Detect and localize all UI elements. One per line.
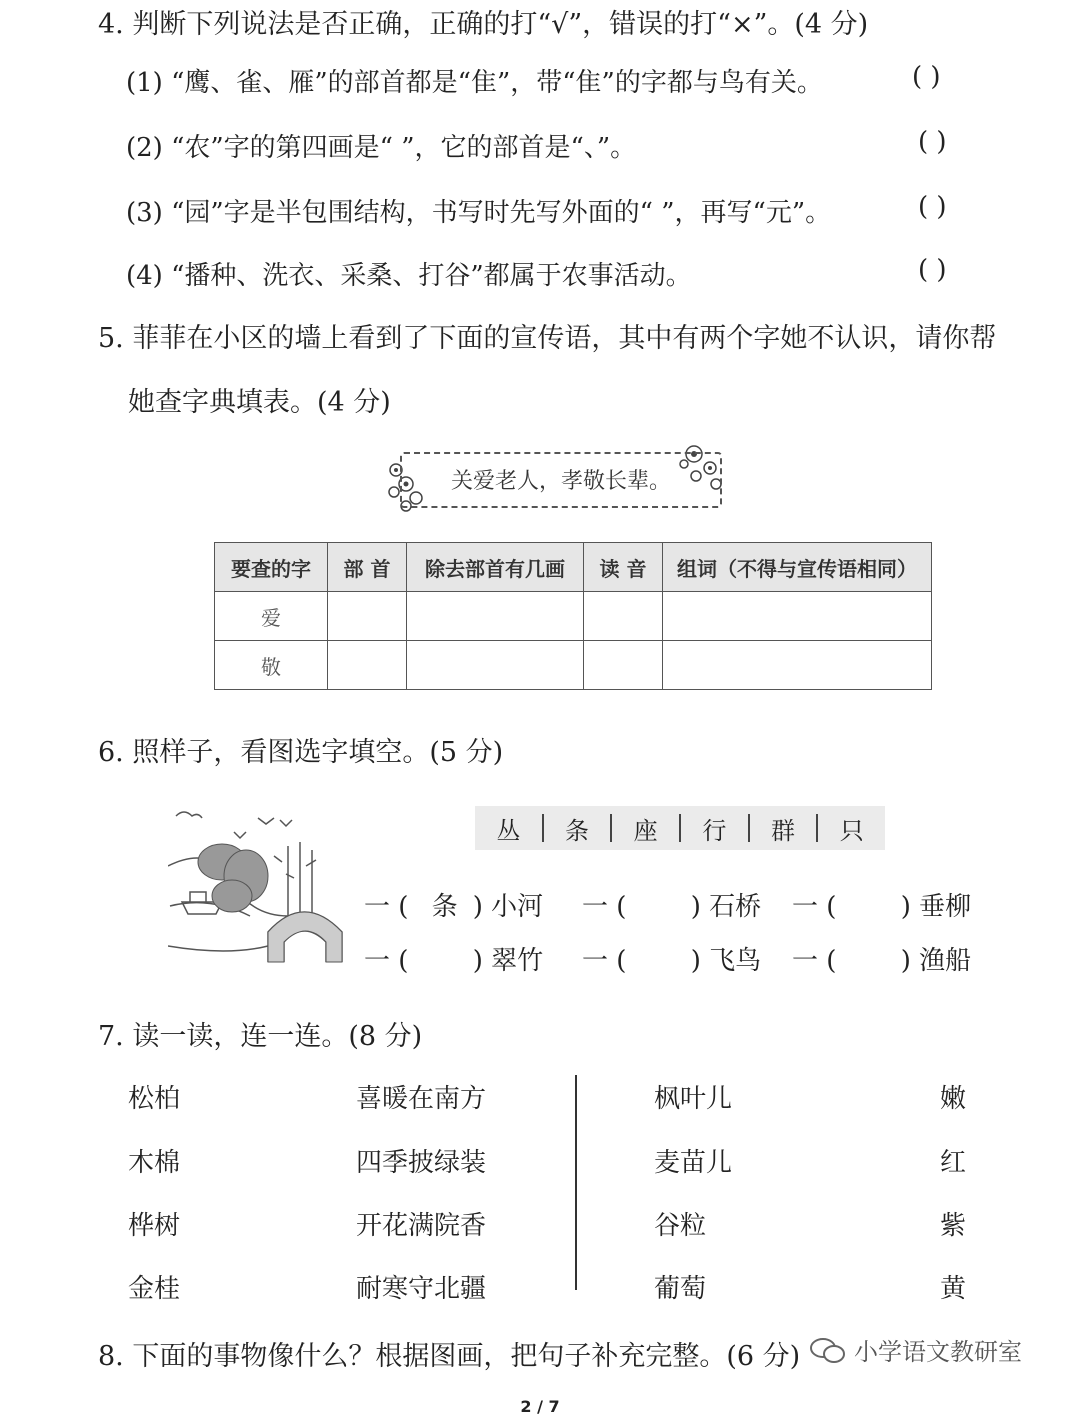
landscape-illustration: [168, 806, 352, 970]
q4-answer-4[interactable]: ( ): [918, 255, 947, 285]
q4-title: 4. 判断下列说法是否正确，正确的打“√”，错误的打“×”。(4 分): [98, 9, 869, 40]
slogan-banner: [400, 452, 722, 508]
measure-word-item: [364, 886, 543, 923]
header-char: 要查的字: [215, 543, 328, 592]
match-right-item[interactable]: 红: [940, 1148, 967, 1178]
measure-word-item: [582, 886, 761, 923]
q4-item-4: (4) “播种、洗衣、采桑、打谷”都属于农事活动。: [126, 261, 692, 291]
q4-item-3: (3) “园”字是半包围结构，书写时先写外面的“ ”，再写“元”。: [126, 198, 832, 228]
choice-char[interactable]: 只: [839, 816, 864, 845]
match-left-item[interactable]: 松柏: [128, 1084, 181, 1114]
char-cell: 爱: [215, 592, 328, 641]
choice-char[interactable]: 行: [702, 816, 727, 845]
column-divider: [575, 1075, 577, 1290]
character-choices: [475, 806, 885, 850]
table-row: [215, 641, 932, 690]
fill-blank[interactable]: 条: [431, 892, 458, 922]
header-strokes: 除去部首有几画: [407, 543, 584, 592]
dictionary-table: [214, 542, 932, 690]
watermark-text: 小学语文教研室: [854, 1338, 1022, 1366]
choice-char[interactable]: 群: [771, 816, 796, 845]
fill-suffix: ) 飞鸟: [690, 946, 762, 976]
q4-answer-1[interactable]: ( ): [912, 62, 941, 92]
wechat-icon: [808, 1335, 848, 1365]
word-cell[interactable]: [663, 641, 932, 690]
fill-prefix: 一 (: [364, 892, 409, 922]
strokes-cell[interactable]: [407, 641, 584, 690]
match-right-item[interactable]: 耐寒守北疆: [356, 1274, 487, 1304]
fill-suffix: ) 石桥: [690, 892, 762, 922]
radical-cell[interactable]: [328, 641, 407, 690]
q4-answer-2[interactable]: ( ): [918, 127, 947, 157]
match-left-item[interactable]: 麦苗儿: [654, 1148, 733, 1178]
page-number: 2 / 7: [520, 1397, 560, 1416]
match-right-item[interactable]: 嫩: [940, 1084, 967, 1114]
fill-prefix: 一 (: [792, 946, 837, 976]
fill-prefix: 一 (: [792, 892, 837, 922]
fill-prefix: 一 (: [364, 946, 409, 976]
fill-prefix: 一 (: [582, 946, 627, 976]
q4-answer-3[interactable]: ( ): [918, 192, 947, 222]
radical-cell[interactable]: [328, 592, 407, 641]
match-right-item[interactable]: 喜暖在南方: [356, 1084, 487, 1114]
match-left-item[interactable]: 金桂: [128, 1274, 181, 1304]
match-right-item[interactable]: 黄: [940, 1274, 967, 1304]
q5-title-line1: 5. 菲菲在小区的墙上看到了下面的宣传语，其中有两个字她不认识，请你帮: [98, 323, 997, 354]
q7-title: 7. 读一读，连一连。(8 分): [98, 1021, 423, 1052]
q4-item-1: (1) “鹰、雀、雁”的部首都是“隹”，带“隹”的字都与鸟有关。: [126, 68, 823, 98]
header-radical: 部 首: [328, 543, 407, 592]
fill-suffix: ) 渔船: [900, 946, 972, 976]
match-left-item[interactable]: 木棉: [128, 1148, 181, 1178]
fill-prefix: 一 (: [582, 892, 627, 922]
match-left-item[interactable]: 谷粒: [654, 1211, 707, 1241]
match-left-item[interactable]: 葡萄: [654, 1274, 707, 1304]
measure-word-item: [364, 940, 543, 977]
word-cell[interactable]: [663, 592, 932, 641]
match-right-item[interactable]: 紫: [940, 1211, 967, 1241]
measure-word-item: [582, 940, 761, 977]
q6-title: 6. 照样子，看图选字填空。(5 分): [98, 737, 504, 768]
q4-item-2: (2) “农”字的第四画是“ ”，它的部首是“、”。: [126, 133, 637, 163]
q5-title-line2: 她查字典填表。(4 分): [128, 387, 391, 418]
strokes-cell[interactable]: [407, 592, 584, 641]
fill-suffix: ) 翠竹: [472, 946, 544, 976]
measure-word-item: [792, 940, 971, 977]
header-word: 组词（不得与宣传语相同）: [663, 543, 932, 592]
choice-char[interactable]: 条: [565, 816, 589, 845]
pronunciation-cell[interactable]: [584, 641, 663, 690]
q8-title: 8. 下面的事物像什么？根据图画，把句子补充完整。(6 分): [98, 1341, 801, 1372]
choice-char[interactable]: 座: [633, 816, 658, 845]
fill-suffix: ) 垂柳: [900, 892, 972, 922]
header-pronunciation: 读 音: [584, 543, 663, 592]
pronunciation-cell[interactable]: [584, 592, 663, 641]
match-left-item[interactable]: 桦树: [128, 1211, 181, 1241]
watermark: [808, 1332, 1022, 1367]
match-right-item[interactable]: 四季披绿装: [356, 1148, 487, 1178]
choice-char[interactable]: 丛: [496, 816, 521, 845]
match-left-item[interactable]: 枫叶儿: [654, 1084, 733, 1114]
char-cell: 敬: [215, 641, 328, 690]
slogan-text: 关爱老人，孝敬长辈。: [450, 469, 671, 494]
table-row: [215, 592, 932, 641]
fill-suffix: ) 小河: [472, 892, 544, 922]
measure-word-item: [792, 886, 971, 923]
match-right-item[interactable]: 开花满院香: [356, 1211, 487, 1241]
